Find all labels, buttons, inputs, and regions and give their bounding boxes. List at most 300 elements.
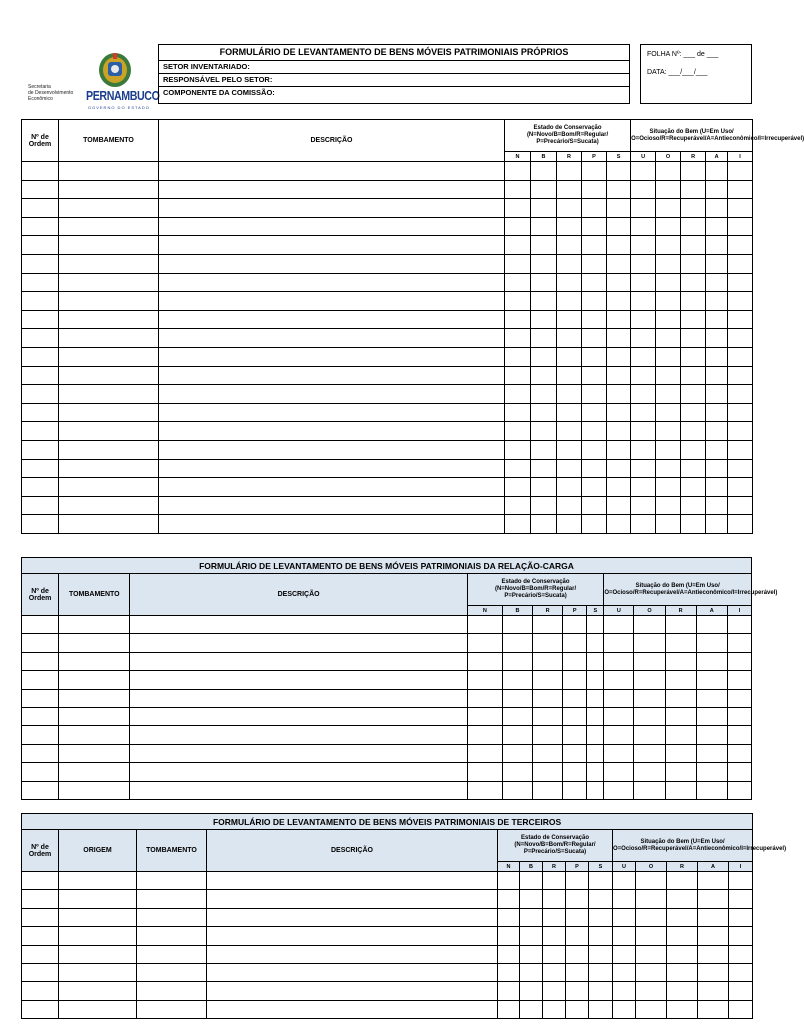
table-cell[interactable] bbox=[631, 422, 656, 441]
table-cell[interactable] bbox=[706, 329, 728, 348]
table-cell[interactable] bbox=[22, 459, 59, 478]
table-cell[interactable] bbox=[130, 616, 467, 634]
table-cell[interactable] bbox=[520, 963, 543, 981]
table-cell[interactable] bbox=[729, 927, 753, 945]
table-cell[interactable] bbox=[505, 478, 531, 497]
date-field[interactable]: DATA: ___/___/___ bbox=[647, 69, 708, 76]
table-cell[interactable] bbox=[59, 515, 159, 534]
table-cell[interactable] bbox=[22, 726, 59, 744]
table-cell[interactable] bbox=[681, 459, 706, 478]
table-cell[interactable] bbox=[505, 217, 531, 236]
table-cell[interactable] bbox=[696, 781, 727, 799]
table-cell[interactable] bbox=[59, 310, 159, 329]
table-cell[interactable] bbox=[563, 616, 587, 634]
table-cell[interactable] bbox=[557, 403, 582, 422]
table-cell[interactable] bbox=[563, 707, 587, 725]
table-cell[interactable] bbox=[130, 634, 467, 652]
table-cell[interactable] bbox=[22, 652, 59, 670]
table-cell[interactable] bbox=[582, 422, 607, 441]
table-cell[interactable] bbox=[696, 634, 727, 652]
table-cell[interactable] bbox=[543, 945, 566, 963]
table-cell[interactable] bbox=[502, 671, 532, 689]
table-cell[interactable] bbox=[22, 329, 59, 348]
table-cell[interactable] bbox=[636, 963, 667, 981]
table-cell[interactable] bbox=[22, 162, 59, 181]
table-cell[interactable] bbox=[59, 347, 159, 366]
table-cell[interactable] bbox=[656, 385, 681, 404]
field-componente[interactable]: COMPONENTE DA COMISSÃO: bbox=[163, 88, 275, 97]
table-cell[interactable] bbox=[467, 763, 502, 781]
table-cell[interactable] bbox=[531, 347, 557, 366]
table-cell[interactable] bbox=[656, 366, 681, 385]
table-cell[interactable] bbox=[566, 890, 589, 908]
table-cell[interactable] bbox=[137, 908, 207, 926]
table-cell[interactable] bbox=[607, 478, 631, 497]
table-cell[interactable] bbox=[656, 403, 681, 422]
table-cell[interactable] bbox=[604, 671, 634, 689]
table-cell[interactable] bbox=[728, 515, 753, 534]
table-cell[interactable] bbox=[706, 162, 728, 181]
table-cell[interactable] bbox=[566, 982, 589, 1000]
table-cell[interactable] bbox=[728, 254, 753, 273]
table-cell[interactable] bbox=[159, 459, 505, 478]
table-cell[interactable] bbox=[728, 217, 753, 236]
table-cell[interactable] bbox=[557, 496, 582, 515]
table-cell[interactable] bbox=[607, 180, 631, 199]
table-cell[interactable] bbox=[582, 217, 607, 236]
table-cell[interactable] bbox=[543, 927, 566, 945]
table-cell[interactable] bbox=[557, 347, 582, 366]
table-cell[interactable] bbox=[531, 180, 557, 199]
table-cell[interactable] bbox=[656, 292, 681, 311]
table-cell[interactable] bbox=[59, 763, 130, 781]
table-cell[interactable] bbox=[582, 385, 607, 404]
table-cell[interactable] bbox=[533, 652, 563, 670]
table-cell[interactable] bbox=[159, 366, 505, 385]
table-cell[interactable] bbox=[557, 478, 582, 497]
table-cell[interactable] bbox=[727, 652, 751, 670]
table-cell[interactable] bbox=[59, 162, 159, 181]
table-cell[interactable] bbox=[59, 963, 137, 981]
table-cell[interactable] bbox=[706, 310, 728, 329]
table-cell[interactable] bbox=[607, 292, 631, 311]
table-cell[interactable] bbox=[587, 689, 604, 707]
table-cell[interactable] bbox=[207, 945, 498, 963]
table-cell[interactable] bbox=[665, 744, 696, 762]
table-cell[interactable] bbox=[557, 422, 582, 441]
table-cell[interactable] bbox=[498, 927, 520, 945]
table-cell[interactable] bbox=[159, 292, 505, 311]
table-cell[interactable] bbox=[22, 478, 59, 497]
table-cell[interactable] bbox=[706, 254, 728, 273]
table-cell[interactable] bbox=[22, 763, 59, 781]
table-cell[interactable] bbox=[607, 329, 631, 348]
table-cell[interactable] bbox=[505, 292, 531, 311]
table-cell[interactable] bbox=[520, 927, 543, 945]
table-cell[interactable] bbox=[582, 180, 607, 199]
table-cell[interactable] bbox=[607, 496, 631, 515]
table-cell[interactable] bbox=[207, 908, 498, 926]
table-cell[interactable] bbox=[533, 689, 563, 707]
table-cell[interactable] bbox=[631, 162, 656, 181]
table-cell[interactable] bbox=[159, 478, 505, 497]
table-cell[interactable] bbox=[59, 927, 137, 945]
table-cell[interactable] bbox=[681, 440, 706, 459]
table-cell[interactable] bbox=[59, 744, 130, 762]
table-cell[interactable] bbox=[696, 616, 727, 634]
table-cell[interactable] bbox=[604, 652, 634, 670]
table-cell[interactable] bbox=[706, 366, 728, 385]
table-cell[interactable] bbox=[22, 908, 59, 926]
table-cell[interactable] bbox=[667, 890, 698, 908]
table-cell[interactable] bbox=[557, 385, 582, 404]
table-cell[interactable] bbox=[531, 217, 557, 236]
table-cell[interactable] bbox=[696, 744, 727, 762]
table-cell[interactable] bbox=[706, 236, 728, 255]
table-cell[interactable] bbox=[502, 652, 532, 670]
table-cell[interactable] bbox=[582, 199, 607, 218]
table-cell[interactable] bbox=[656, 162, 681, 181]
table-cell[interactable] bbox=[589, 927, 613, 945]
table-cell[interactable] bbox=[607, 162, 631, 181]
table-cell[interactable] bbox=[667, 1000, 698, 1018]
table-cell[interactable] bbox=[589, 963, 613, 981]
table-cell[interactable] bbox=[636, 945, 667, 963]
table-cell[interactable] bbox=[681, 180, 706, 199]
table-cell[interactable] bbox=[22, 422, 59, 441]
table-cell[interactable] bbox=[607, 366, 631, 385]
table-cell[interactable] bbox=[667, 927, 698, 945]
field-responsavel[interactable]: RESPONSÁVEL PELO SETOR: bbox=[159, 74, 629, 87]
table-cell[interactable] bbox=[607, 385, 631, 404]
table-cell[interactable] bbox=[706, 478, 728, 497]
table-cell[interactable] bbox=[681, 273, 706, 292]
table-cell[interactable] bbox=[706, 292, 728, 311]
table-cell[interactable] bbox=[634, 652, 665, 670]
table-cell[interactable] bbox=[130, 707, 467, 725]
table-cell[interactable] bbox=[607, 515, 631, 534]
table-cell[interactable] bbox=[505, 273, 531, 292]
table-cell[interactable] bbox=[727, 671, 751, 689]
table-cell[interactable] bbox=[502, 689, 532, 707]
table-cell[interactable] bbox=[137, 927, 207, 945]
table-cell[interactable] bbox=[59, 478, 159, 497]
table-cell[interactable] bbox=[727, 726, 751, 744]
table-cell[interactable] bbox=[729, 982, 753, 1000]
table-cell[interactable] bbox=[656, 496, 681, 515]
table-cell[interactable] bbox=[728, 478, 753, 497]
table-cell[interactable] bbox=[137, 890, 207, 908]
table-cell[interactable] bbox=[706, 385, 728, 404]
table-cell[interactable] bbox=[505, 366, 531, 385]
table-cell[interactable] bbox=[665, 707, 696, 725]
table-cell[interactable] bbox=[59, 199, 159, 218]
table-cell[interactable] bbox=[728, 236, 753, 255]
table-cell[interactable] bbox=[582, 329, 607, 348]
table-cell[interactable] bbox=[667, 872, 698, 890]
table-cell[interactable] bbox=[631, 310, 656, 329]
table-cell[interactable] bbox=[656, 459, 681, 478]
table-cell[interactable] bbox=[582, 515, 607, 534]
table-cell[interactable] bbox=[531, 515, 557, 534]
table-cell[interactable] bbox=[557, 217, 582, 236]
table-cell[interactable] bbox=[582, 366, 607, 385]
table-cell[interactable] bbox=[613, 945, 636, 963]
table-cell[interactable] bbox=[557, 292, 582, 311]
table-cell[interactable] bbox=[505, 459, 531, 478]
table-cell[interactable] bbox=[728, 292, 753, 311]
table-cell[interactable] bbox=[665, 634, 696, 652]
table-cell[interactable] bbox=[613, 963, 636, 981]
table-cell[interactable] bbox=[729, 908, 753, 926]
table-cell[interactable] bbox=[681, 329, 706, 348]
table-cell[interactable] bbox=[634, 726, 665, 744]
table-cell[interactable] bbox=[531, 478, 557, 497]
table-cell[interactable] bbox=[159, 422, 505, 441]
table-cell[interactable] bbox=[634, 781, 665, 799]
table-cell[interactable] bbox=[607, 199, 631, 218]
table-cell[interactable] bbox=[665, 726, 696, 744]
table-cell[interactable] bbox=[531, 496, 557, 515]
table-cell[interactable] bbox=[59, 890, 137, 908]
table-cell[interactable] bbox=[520, 872, 543, 890]
table-cell[interactable] bbox=[159, 440, 505, 459]
table-cell[interactable] bbox=[566, 927, 589, 945]
table-cell[interactable] bbox=[22, 310, 59, 329]
table-cell[interactable] bbox=[727, 781, 751, 799]
table-cell[interactable] bbox=[631, 329, 656, 348]
table-cell[interactable] bbox=[729, 890, 753, 908]
table-cell[interactable] bbox=[531, 162, 557, 181]
table-cell[interactable] bbox=[531, 422, 557, 441]
table-cell[interactable] bbox=[587, 781, 604, 799]
table-cell[interactable] bbox=[59, 982, 137, 1000]
table-cell[interactable] bbox=[728, 329, 753, 348]
table-cell[interactable] bbox=[22, 515, 59, 534]
table-cell[interactable] bbox=[467, 671, 502, 689]
table-cell[interactable] bbox=[505, 329, 531, 348]
table-cell[interactable] bbox=[604, 781, 634, 799]
table-cell[interactable] bbox=[706, 496, 728, 515]
table-cell[interactable] bbox=[566, 945, 589, 963]
table-cell[interactable] bbox=[59, 254, 159, 273]
table-cell[interactable] bbox=[159, 515, 505, 534]
table-cell[interactable] bbox=[727, 634, 751, 652]
table-cell[interactable] bbox=[557, 180, 582, 199]
table-cell[interactable] bbox=[59, 459, 159, 478]
table-cell[interactable] bbox=[681, 199, 706, 218]
table-cell[interactable] bbox=[587, 634, 604, 652]
table-cell[interactable] bbox=[587, 616, 604, 634]
table-cell[interactable] bbox=[130, 671, 467, 689]
table-cell[interactable] bbox=[505, 310, 531, 329]
table-cell[interactable] bbox=[59, 180, 159, 199]
table-cell[interactable] bbox=[698, 1000, 729, 1018]
table-cell[interactable] bbox=[520, 908, 543, 926]
table-cell[interactable] bbox=[498, 890, 520, 908]
table-cell[interactable] bbox=[636, 908, 667, 926]
table-cell[interactable] bbox=[681, 496, 706, 515]
table-cell[interactable] bbox=[656, 180, 681, 199]
table-cell[interactable] bbox=[22, 890, 59, 908]
table-cell[interactable] bbox=[557, 310, 582, 329]
table-cell[interactable] bbox=[728, 162, 753, 181]
table-cell[interactable] bbox=[706, 459, 728, 478]
table-cell[interactable] bbox=[656, 217, 681, 236]
table-cell[interactable] bbox=[631, 254, 656, 273]
table-cell[interactable] bbox=[681, 478, 706, 497]
table-cell[interactable] bbox=[706, 217, 728, 236]
table-cell[interactable] bbox=[22, 273, 59, 292]
table-cell[interactable] bbox=[130, 744, 467, 762]
table-cell[interactable] bbox=[665, 616, 696, 634]
table-cell[interactable] bbox=[22, 707, 59, 725]
table-cell[interactable] bbox=[22, 199, 59, 218]
table-cell[interactable] bbox=[728, 459, 753, 478]
table-cell[interactable] bbox=[502, 634, 532, 652]
table-cell[interactable] bbox=[631, 515, 656, 534]
table-cell[interactable] bbox=[631, 478, 656, 497]
table-cell[interactable] bbox=[59, 908, 137, 926]
table-cell[interactable] bbox=[159, 329, 505, 348]
table-cell[interactable] bbox=[130, 689, 467, 707]
table-cell[interactable] bbox=[613, 872, 636, 890]
table-cell[interactable] bbox=[587, 726, 604, 744]
table-cell[interactable] bbox=[698, 890, 729, 908]
table-cell[interactable] bbox=[613, 890, 636, 908]
table-cell[interactable] bbox=[557, 199, 582, 218]
table-cell[interactable] bbox=[557, 273, 582, 292]
table-cell[interactable] bbox=[22, 963, 59, 981]
table-cell[interactable] bbox=[159, 180, 505, 199]
table-cell[interactable] bbox=[505, 440, 531, 459]
table-cell[interactable] bbox=[505, 515, 531, 534]
table-cell[interactable] bbox=[531, 459, 557, 478]
table-cell[interactable] bbox=[22, 616, 59, 634]
table-cell[interactable] bbox=[582, 310, 607, 329]
table-cell[interactable] bbox=[636, 872, 667, 890]
table-cell[interactable] bbox=[533, 634, 563, 652]
table-cell[interactable] bbox=[22, 982, 59, 1000]
table-cell[interactable] bbox=[22, 385, 59, 404]
table-cell[interactable] bbox=[706, 199, 728, 218]
table-cell[interactable] bbox=[130, 652, 467, 670]
table-cell[interactable] bbox=[582, 273, 607, 292]
table-cell[interactable] bbox=[727, 616, 751, 634]
table-cell[interactable] bbox=[696, 671, 727, 689]
table-cell[interactable] bbox=[607, 273, 631, 292]
table-cell[interactable] bbox=[59, 671, 130, 689]
table-cell[interactable] bbox=[604, 707, 634, 725]
table-cell[interactable] bbox=[467, 726, 502, 744]
table-cell[interactable] bbox=[656, 347, 681, 366]
table-cell[interactable] bbox=[728, 347, 753, 366]
table-cell[interactable] bbox=[631, 366, 656, 385]
table-cell[interactable] bbox=[22, 634, 59, 652]
table-cell[interactable] bbox=[607, 236, 631, 255]
table-cell[interactable] bbox=[159, 199, 505, 218]
table-cell[interactable] bbox=[706, 515, 728, 534]
table-cell[interactable] bbox=[563, 689, 587, 707]
table-cell[interactable] bbox=[563, 726, 587, 744]
table-cell[interactable] bbox=[130, 726, 467, 744]
table-cell[interactable] bbox=[557, 329, 582, 348]
table-cell[interactable] bbox=[681, 162, 706, 181]
table-cell[interactable] bbox=[706, 180, 728, 199]
table-cell[interactable] bbox=[728, 199, 753, 218]
table-cell[interactable] bbox=[607, 347, 631, 366]
table-cell[interactable] bbox=[59, 422, 159, 441]
table-cell[interactable] bbox=[634, 744, 665, 762]
table-cell[interactable] bbox=[604, 689, 634, 707]
table-cell[interactable] bbox=[531, 385, 557, 404]
table-cell[interactable] bbox=[665, 763, 696, 781]
table-cell[interactable] bbox=[631, 385, 656, 404]
table-cell[interactable] bbox=[728, 496, 753, 515]
table-cell[interactable] bbox=[589, 982, 613, 1000]
table-cell[interactable] bbox=[582, 236, 607, 255]
table-cell[interactable] bbox=[207, 927, 498, 945]
table-cell[interactable] bbox=[706, 403, 728, 422]
table-cell[interactable] bbox=[498, 908, 520, 926]
table-cell[interactable] bbox=[505, 496, 531, 515]
table-cell[interactable] bbox=[505, 162, 531, 181]
table-cell[interactable] bbox=[520, 982, 543, 1000]
table-cell[interactable] bbox=[59, 273, 159, 292]
table-cell[interactable] bbox=[582, 403, 607, 422]
table-cell[interactable] bbox=[557, 515, 582, 534]
table-cell[interactable] bbox=[59, 634, 130, 652]
table-cell[interactable] bbox=[563, 781, 587, 799]
table-cell[interactable] bbox=[22, 671, 59, 689]
field-setor[interactable]: SETOR INVENTARIADO: bbox=[159, 61, 629, 74]
table-cell[interactable] bbox=[607, 254, 631, 273]
table-cell[interactable] bbox=[467, 652, 502, 670]
table-cell[interactable] bbox=[531, 310, 557, 329]
table-cell[interactable] bbox=[698, 963, 729, 981]
table-cell[interactable] bbox=[159, 496, 505, 515]
table-cell[interactable] bbox=[681, 366, 706, 385]
table-cell[interactable] bbox=[636, 1000, 667, 1018]
table-cell[interactable] bbox=[656, 440, 681, 459]
table-cell[interactable] bbox=[543, 1000, 566, 1018]
table-cell[interactable] bbox=[589, 908, 613, 926]
table-cell[interactable] bbox=[582, 440, 607, 459]
table-cell[interactable] bbox=[159, 217, 505, 236]
table-cell[interactable] bbox=[159, 385, 505, 404]
table-cell[interactable] bbox=[681, 310, 706, 329]
table-cell[interactable] bbox=[631, 440, 656, 459]
table-cell[interactable] bbox=[582, 347, 607, 366]
table-cell[interactable] bbox=[631, 180, 656, 199]
table-cell[interactable] bbox=[656, 273, 681, 292]
table-cell[interactable] bbox=[665, 781, 696, 799]
table-cell[interactable] bbox=[137, 982, 207, 1000]
table-cell[interactable] bbox=[634, 763, 665, 781]
table-cell[interactable] bbox=[582, 292, 607, 311]
table-cell[interactable] bbox=[634, 707, 665, 725]
table-cell[interactable] bbox=[656, 199, 681, 218]
table-cell[interactable] bbox=[698, 945, 729, 963]
table-cell[interactable] bbox=[729, 945, 753, 963]
table-cell[interactable] bbox=[698, 927, 729, 945]
table-cell[interactable] bbox=[467, 634, 502, 652]
table-cell[interactable] bbox=[728, 440, 753, 459]
table-cell[interactable] bbox=[59, 781, 130, 799]
table-cell[interactable] bbox=[728, 403, 753, 422]
table-cell[interactable] bbox=[59, 366, 159, 385]
table-cell[interactable] bbox=[543, 963, 566, 981]
